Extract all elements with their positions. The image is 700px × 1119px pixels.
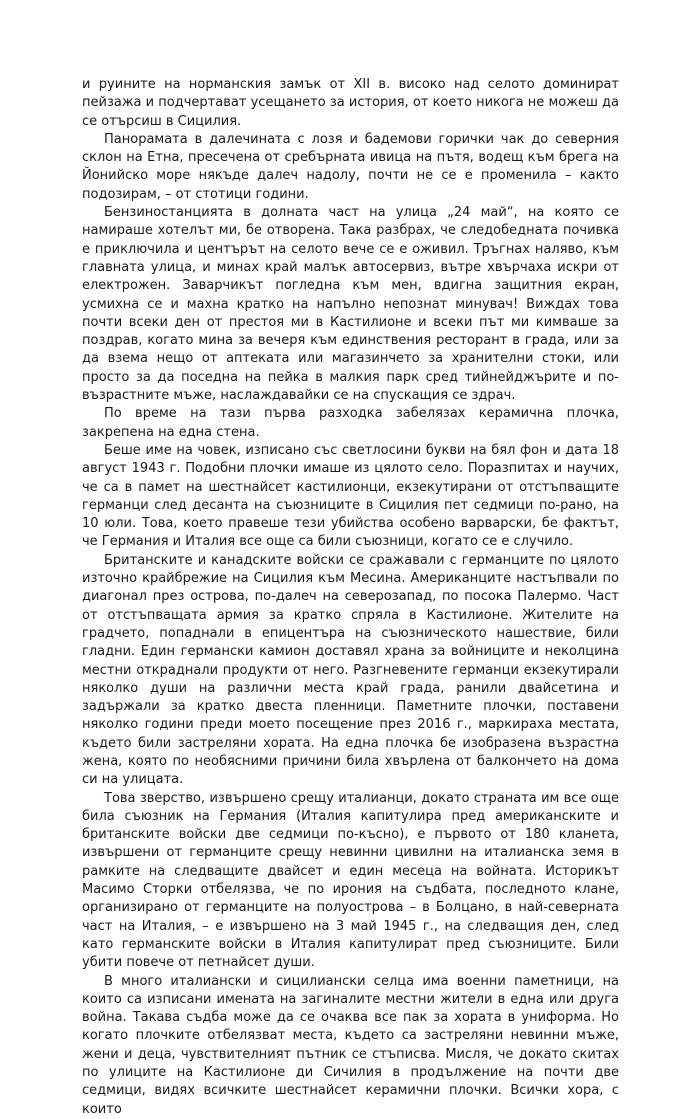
paragraph: и руините на норманския замък от XII в. високо над селото доминират пейзажа и подчертават усещането за история, от което никога не можеш да се отърсиш в Сицилия. [82,77,619,129]
paragraph: Панорамата в далечината с лозя и бадемови горички чак до северния склон на Етна, пресечена от сребърната ивица на пътя, водещ към брега на Йонийско море някъде далеч надолу, почти не се е променила – както подозирам, – от стотици години. [82,131,619,202]
paragraph: Британските и канадските войски се сражавали с германците по цялото източно крайбрежие на Сицилия към Месина. Американците настъпвали по диагонал през острова, по-далеч на северозапад, по посока Палермо. Част от отстъпващата армия за кратко спряла в Кастилионе. Жителите на градчето, попаднали в епицентъра на съюзническото нашествие, били гладни. Един германски камион доставял храна за войниците и неколцина местни откраднали продукти от него. Разгневените германци екзекутирали няколко души на различни места край града, ранили двайсетина и задържали за кратко двеста пленници. Паметните плочки, поставени няколко години преди моето посещение през 2016 г., маркираха местата, където били застреляни хората. На една плочка бе изобразена възрастна жена, която по необясними причини била хвърлена от балкончето на дома си на улицата. [82,552,619,788]
paragraph: По време на тази първа разходка забелязах керамична плочка, закрепена на една стена. [82,406,619,440]
body-text [82,76,619,1119]
paragraph: В много италиански и сицилиански селца има военни паметници, на които са изписани имената на загиналите местни жители в една или друга война. Такава съдба може да се очаква все пак за хората в униформа. Но когато плочките отбелязват места, където са застреляни невинни мъже, жени и деца, чувствителният пътник се стъписва. Мисля, че докато скитах по улиците на Кастилионе ди Сичилия в продължение на почти две седмици, видях всичките шестнайсет керамични плочки. Всички хора, с които [82,973,619,1117]
paragraph: Това зверство, извършено срещу италианци, докато страната им все още била съюзник на Германия (Италия капитулира пред американските и британските войски две седмици по-късно), е първото от 180 кланета, извършени от германците срещу невинни цивилни на италианска земя в рамките на следващите двайсет и един месеца на войната. Историкът Масимо Сторки отбелязва, че по ирония на съдбата, последното клане, организирано от германците на полуострова – в Болцано, в най-северната част на Италия, – е извършено на 3 май 1945 г., на следващия ден, след като германските войски в Италия капитулират пред съюзниците. Били убити повече от петнайсет души. [82,790,619,971]
paragraph: Бензиностанцията в долната част на улица „24 май“, на която се намираше хотелът ми, бе отворена. Така разбрах, че следобедната почивка е приключила и центърът на селото вече се е оживил. Тръгнах наляво, към главната улица, и минах край малък автосервиз, вътре хвърчаха искри от електрожен. Заварчикът погледна към мен, вдигна защитния екран, усмихна се и махна кратко на напълно непознат минувач! Виждах това почти всеки ден от престоя ми в Кастилионе и всеки път ми кимваше за поздрав, когато мина за вечеря към единствения ресторант в града, или за да взема нещо от аптеката или магазинчето за хранителни стоки, или просто за да поседна на пейка в малкия парк сред тийнейджърите и по-възрастните мъже, наслаждавайки се на спускащия се здрач. [82,205,619,404]
paragraph: Беше име на човек, изписано със светлосини букви на бял фон и дата 18 август 1943 г. Подобни плочки имаше из цялото село. Поразпитах и научих, че са в памет на шестнайсет кастилионци, екзекутирани от отстъпващите германци след десанта на съюзниците в Сицилия пет седмици по-рано, на 10 юли. Това, което правеше тези убийства особено варварски, бе фактът, че Германия и Италия все още са били съюзници, когато се е случило. [82,442,619,550]
